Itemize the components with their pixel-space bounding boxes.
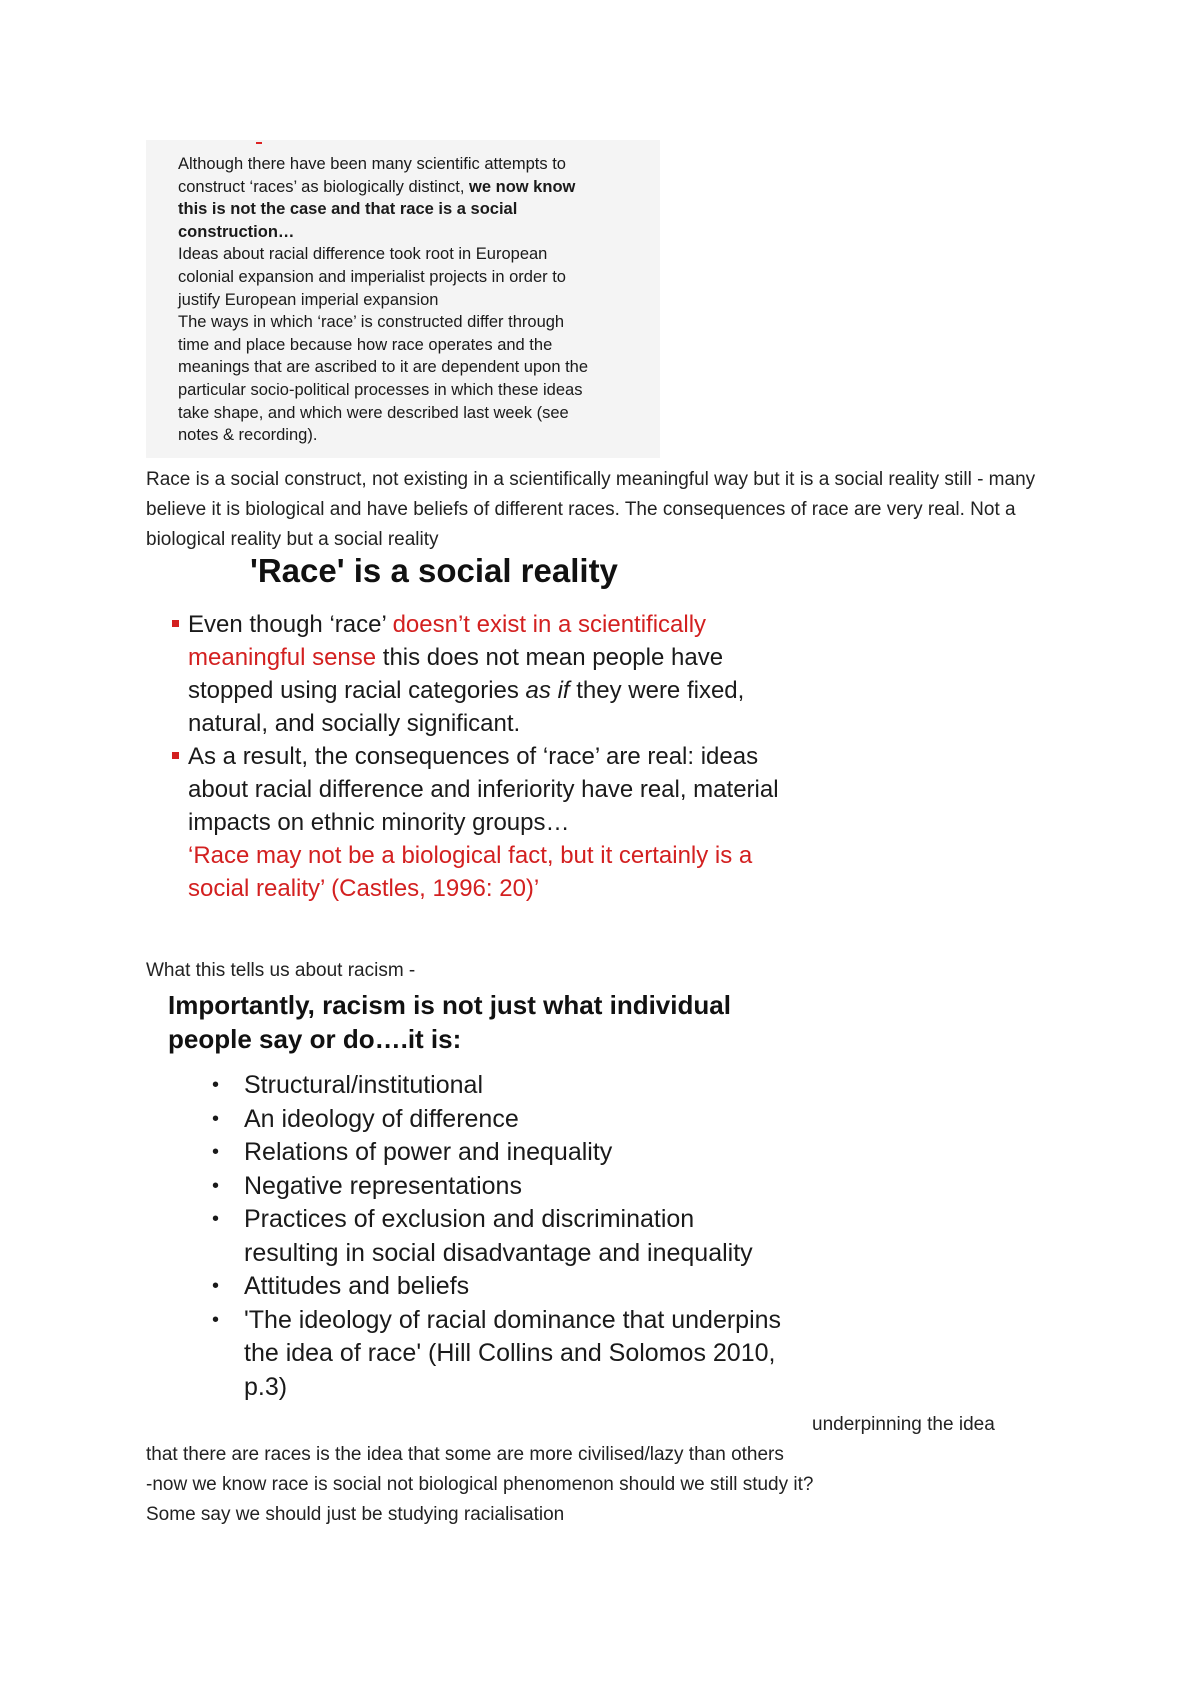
body-paragraph: Some say we should just be studying racialisation [146, 1504, 565, 1525]
body-paragraph: underpinning the idea [812, 1414, 995, 1435]
bullet-icon: • [212, 1141, 220, 1163]
list-item: • Practices of exclusion and discrimination resulting in social disadvantage and inequality [212, 1205, 753, 1267]
bullet-icon: • [212, 1308, 220, 1331]
bullet-icon: • [212, 1074, 220, 1096]
slide-heading: Importantly, racism is not just what individual people say or do….it is: [168, 990, 731, 1054]
red-square-bullet-icon [172, 620, 179, 627]
notes-line: construction… [178, 222, 295, 241]
bullet-icon: • [212, 1107, 220, 1130]
racism-slide [146, 988, 806, 1428]
notes-line: construct ‘races’ as biologically distinct, we now know [178, 177, 576, 196]
list-item: • Negative representations [204, 1170, 784, 1204]
body-paragraph: Race is a social construct, not existing in a scientifically meaningful way but it is a social reality still - many believe it is biological and have beliefs of different races. The consequences of race are very real. Not a biological reality but a social reality [146, 469, 1036, 550]
notes-line: Ideas about racial difference took root in European [178, 245, 548, 264]
body-paragraph: What this tells us about racism - [146, 960, 416, 981]
notes-slide-image [146, 140, 660, 458]
slide-title: 'Race' is a social reality [250, 552, 618, 589]
list-item: • Structural/institutional [204, 1069, 784, 1103]
slide-body [166, 608, 786, 905]
body-paragraph: -now we know race is social not biological phenomenon should we still study it? [146, 1474, 814, 1495]
bullet-icon: • [212, 1174, 220, 1197]
notes-line: Although there have been many scientific attempts to [178, 155, 566, 173]
castles-quote: ‘Race may not be a biological fact, but it certainly is a social reality’ (Castles, 1996: 20)’ [188, 842, 753, 902]
bullet-icon: • [212, 1275, 220, 1297]
red-mark [256, 142, 262, 144]
list-item: • Attitudes and beliefs [204, 1270, 784, 1304]
slide-bullet: Even though ‘race’ doesn’t exist in a scientifically meaningful sense this does not mean people have stopped using racial categories as if they were fixed, natural, and socially significant. [166, 608, 786, 740]
social-reality-slide [146, 552, 806, 950]
notes-line: particular socio-political processes in which these ideas [178, 380, 583, 399]
bullet-icon: • [212, 1208, 220, 1230]
list-item: • 'The ideology of racial dominance that underpins the idea of race' (Hill Collins and Solomos 2010, p.3) [212, 1305, 782, 1401]
notes-line: notes & recording). [178, 426, 318, 445]
body-paragraph: that there are races is the idea that some are more civilised/lazy than others [146, 1444, 784, 1465]
notes-slide-text [178, 153, 658, 447]
notes-line: take shape, and which were described last week (see [178, 403, 569, 422]
notes-line: justify European imperial expansion [178, 290, 439, 309]
notes-line: colonial expansion and imperialist projects in order to [178, 267, 566, 286]
racism-list [204, 1069, 784, 1404]
notes-line: The ways in which ‘race’ is constructed differ through [178, 313, 565, 332]
notes-line: this is not the case and that race is a social [178, 200, 518, 219]
list-item: • Relations of power and inequality [204, 1136, 784, 1170]
red-square-bullet-icon [172, 752, 179, 759]
notes-line: meanings that are ascribed to it are dependent upon the [178, 358, 589, 377]
slide-bullet: As a result, the consequences of ‘race’ are real: ideas about racial difference and inferiority have real, material impacts on ethnic minority groups… [166, 740, 786, 839]
list-item: • An ideology of difference [204, 1103, 784, 1137]
notes-line: time and place because how race operates and the [178, 335, 553, 354]
